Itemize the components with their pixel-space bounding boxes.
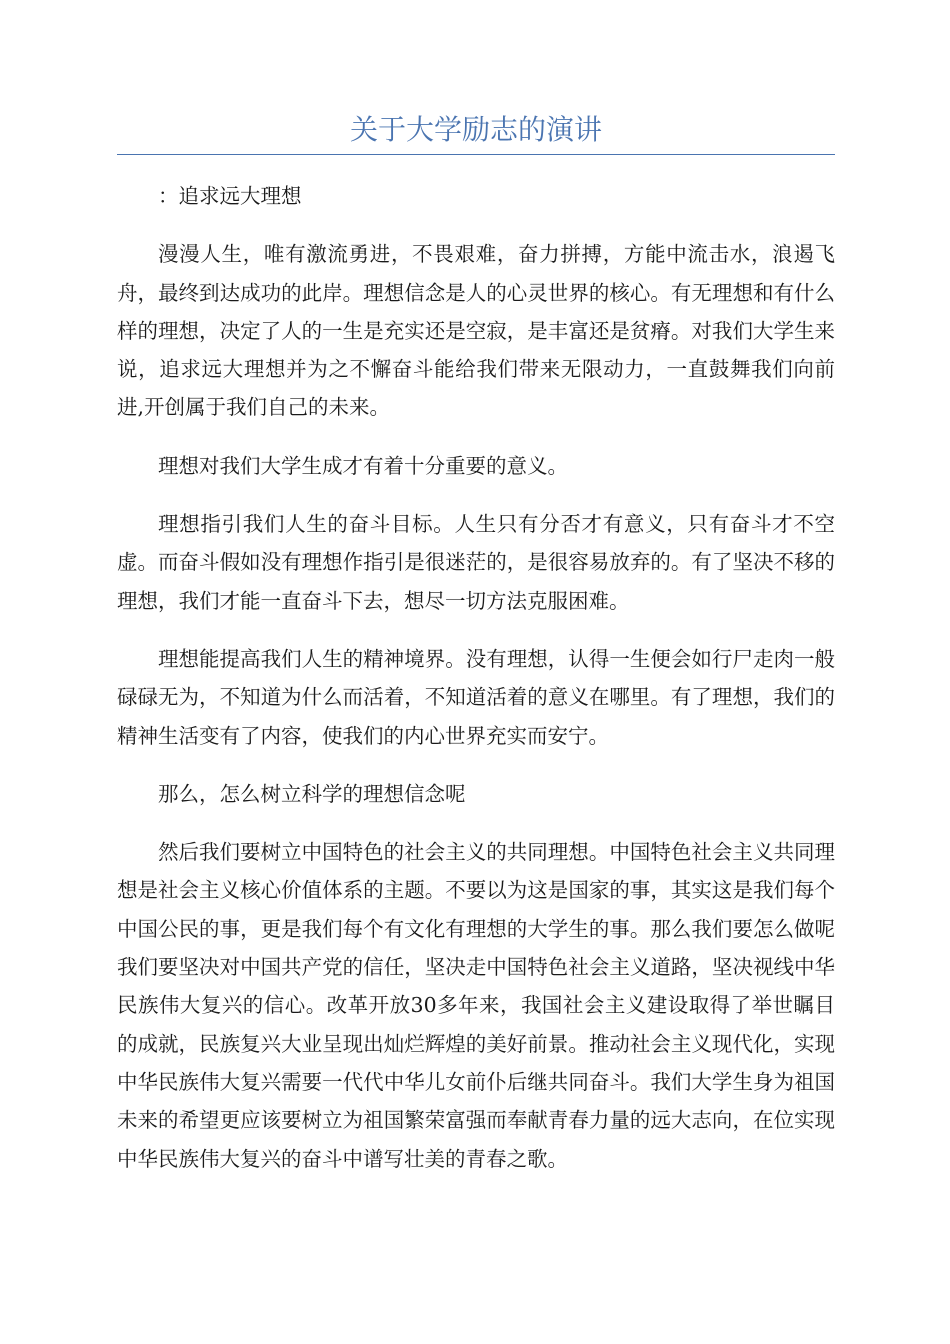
paragraph-subheading: ：追求远大理想 xyxy=(158,184,302,208)
paragraph-list xyxy=(117,177,835,1178)
paragraph: 理想对我们大学生成才有着十分重要的意义。 xyxy=(158,453,568,478)
paragraph: 那么，怎么树立科学的理想信念呢 xyxy=(158,781,466,806)
paragraph: 理想能提高我们人生的精神境界。没有理想，认得一生便会如行尸走肉一般碌碌无为，不知道为什么而活着，不知道活着的意义在哪里。有了理想，我们的精神生活变有了内容，使我们的内心世界充实而安宁。 xyxy=(117,646,835,748)
document-title: 关于大学励志的演讲 xyxy=(117,110,835,155)
paragraph: 然后我们要树立中国特色的社会主义的共同理想。中国特色社会主义共同理想是社会主义核心价值体系的主题。不要以为这是国家的事，其实这是我们每个中国公民的事，更是我们每个有文化有理想的大学生的事。那么我们要怎么做呢我们要坚决对中国共产党的信任，坚决走中国特色社会主义道路，坚决视线中华民族伟大复兴的信心。改革开放30多年来，我国社会主义建设取得了举世瞩目的成就，民族复兴大业呈现出灿烂辉煌的美好前景。推动社会主义现代化，实现中华民族伟大复兴需要一代代中华儿女前仆后继共同奋斗。我们大学生身为祖国未来的希望更应该要树立为祖国繁荣富强而奉献青春力量的远大志向，在位实现中华民族伟大复兴的奋斗中谱写壮美的青春之歌。 xyxy=(117,840,835,1171)
paragraph: 理想指引我们人生的奋斗目标。人生只有分否才有意义，只有奋斗才不空虚。而奋斗假如没有理想作指引是很迷茫的，是很容易放弃的。有了坚决不移的理想，我们才能一直奋斗下去，想尽一切方法克服困难。 xyxy=(117,512,835,613)
paragraph: 漫漫人生，唯有激流勇进，不畏艰难，奋力拼搏，方能中流击水，浪遏飞舟，最终到达成功的此岸。理想信念是人的心灵世界的核心。有无理想和有什么样的理想，决定了人的一生是充实还是空寂，是丰富还是贫瘠。对我们大学生来说，追求远大理想并为之不懈奋斗能给我们带来无限动力，一直鼓舞我们向前进,开创属于我们自己的未来。 xyxy=(117,242,835,420)
document-body xyxy=(117,110,835,1198)
